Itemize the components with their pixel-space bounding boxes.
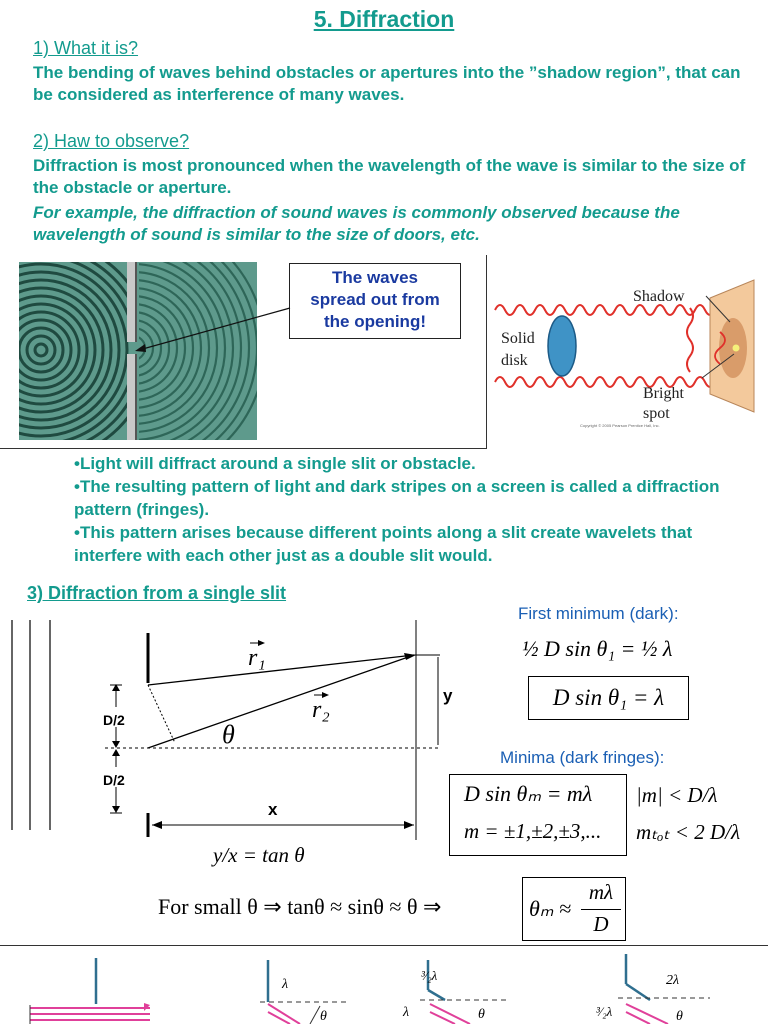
shadow-label: Shadow — [633, 288, 685, 305]
panel-2 — [260, 960, 350, 1024]
section1-text: The bending of waves behind obstacles or apertures into the ”shadow region”, that can be considered as interference of many waves. — [33, 63, 741, 104]
callout-line-1: The waves — [332, 268, 418, 287]
section3-heading: 3) Diffraction from a single slit — [27, 583, 287, 603]
eq-condition-2: mₜₒₜ < 2 D/λ — [636, 820, 741, 844]
tan-relation: y/x = tan θ — [213, 843, 305, 867]
theta-label-2: θ — [320, 1009, 327, 1024]
spot-label: spot — [643, 405, 670, 422]
frac-numerator: mλ — [588, 880, 614, 904]
panel-1 — [30, 958, 150, 1024]
three-half-lambda-label: ³⁄₂λ — [421, 968, 438, 983]
bullet-item: •Light will diffract around a single slit or obstacle. — [74, 454, 476, 473]
bright-spot — [733, 345, 740, 352]
frac-denominator: D — [593, 912, 609, 936]
eq-minima-box — [449, 774, 627, 856]
section2-text: Diffraction is most pronounced when the wavelength of the wave is similar to the size of the obstacle or aperture. — [33, 156, 746, 197]
bullet-item: •This pattern arises because different points along a slit create wavelets that interfere with each other just as a double slit would. — [74, 523, 693, 565]
section1-heading: 1) What it is? — [33, 38, 139, 58]
x-label: x — [268, 800, 278, 819]
minima-label: Minima (dark fringes): — [500, 748, 665, 767]
theta-m-text: θₘ ≈ — [529, 896, 572, 921]
callout-line-3: the opening! — [324, 312, 426, 331]
wave-top — [495, 305, 735, 315]
disk-diffraction-diagram — [490, 270, 768, 430]
bottom-diagrams — [0, 950, 768, 1024]
eq-minima-2: m = ±1,±2,±3,... — [464, 819, 602, 843]
eq-half: ½ D sin θ₁ = ½ λ — [522, 636, 673, 661]
d2-bottom-label: D/2 — [103, 772, 125, 788]
theta-m-box — [522, 877, 626, 941]
bright-label: Bright — [643, 385, 684, 402]
panel-3 — [402, 960, 510, 1024]
bullet-item: •The resulting pattern of light and dark stripes on a screen is called a diffraction pattern (fringes). — [74, 477, 720, 519]
callout-arrow — [125, 300, 295, 360]
callout-line-2: spread out from — [310, 290, 440, 309]
three-half-lambda-label-4: ³⁄₂λ — [596, 1004, 613, 1019]
two-lambda-label: 2λ — [666, 973, 680, 988]
lambda-label: λ — [282, 977, 289, 992]
fraction-bar — [581, 909, 621, 910]
page-title: 5. Diffraction — [313, 6, 455, 32]
figure-frame-right — [486, 255, 487, 449]
bullet-list — [74, 452, 754, 567]
section2-example: For example, the diffraction of sound waves is commonly observed because the wavelength of sound is similar to the size of doors, etc. — [33, 203, 680, 244]
disk-label: disk — [501, 352, 528, 369]
r1-label: r₁ — [248, 645, 266, 671]
solid-label: Solid — [501, 330, 535, 347]
theta-label-3: θ — [478, 1007, 485, 1022]
bottom-separator — [0, 945, 768, 946]
copyright-text: Copyright © 2005 Pearson Prentice Hall, Inc. — [580, 423, 660, 428]
panel-4 — [596, 954, 710, 1024]
eq-condition-1: |m| < D/λ — [636, 783, 718, 807]
eq-first-minimum-box: D sin θ₁ = λ — [528, 676, 689, 720]
d2-top-label: D/2 — [103, 712, 125, 728]
wave-bottom — [495, 377, 735, 387]
y-label: y — [443, 686, 453, 705]
theta-label: θ — [222, 720, 235, 749]
theta-label-4: θ — [676, 1009, 683, 1024]
eq-minima-1: D sin θₘ = mλ — [464, 781, 593, 806]
single-slit-diagram — [0, 615, 500, 880]
first-minimum-label: First minimum (dark): — [518, 604, 679, 623]
solid-disk — [548, 316, 576, 376]
lambda-label-3: λ — [403, 1005, 410, 1020]
r2-label: r₂ — [312, 697, 330, 723]
section2-heading: 2) Haw to observe? — [33, 131, 190, 151]
small-angle-approx: For small θ ⇒ tanθ ≈ sinθ ≈ θ ⇒ — [158, 894, 442, 919]
callout-box — [289, 263, 461, 339]
figure-frame-bottom — [0, 448, 487, 449]
